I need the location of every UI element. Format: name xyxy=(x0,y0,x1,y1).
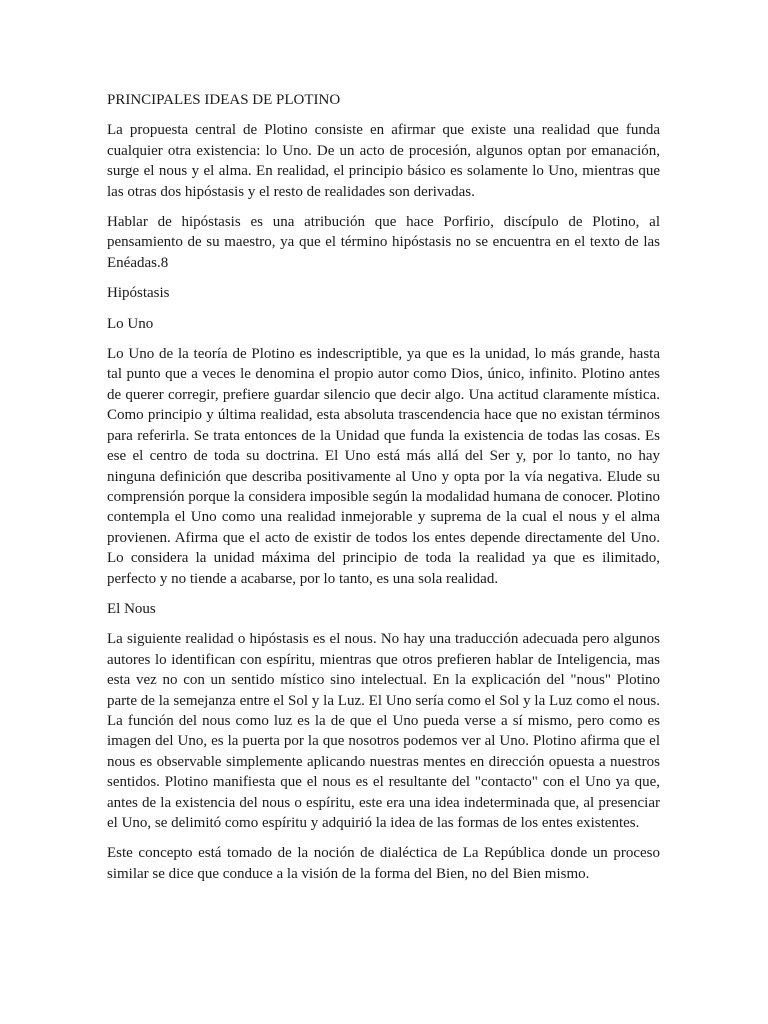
intro-paragraph: Hablar de hipóstasis es una atribución que hace Porfirio, discípulo de Plotino, al pensamiento de su maestro, ya que el término hipóstasis no se encuentra en el texto de las Enéadas.8 xyxy=(107,214,660,271)
section-heading-lo-uno: Lo Uno xyxy=(107,315,154,332)
intro-paragraph: La propuesta central de Plotino consiste en afirmar que existe una realidad que funda cualquier otra existencia: lo Uno. De un acto de procesión, algunos optan por emanación, surge el nous y el alma. En realidad, el principio básico es solamente lo Uno, mientras que las otras dos hipóstasis y el resto de realidades son derivadas. xyxy=(107,122,660,200)
section-heading-el-nous: El Nous xyxy=(107,600,156,617)
document-title: PRINCIPALES IDEAS DE PLOTINO xyxy=(107,92,341,108)
section-heading-hipostasis: Hipóstasis xyxy=(107,285,170,302)
el-nous-paragraph: La siguiente realidad o hipóstasis es el nous. No hay una traducción adecuada pero algunos autores lo identifican con espíritu, mientras que otros prefieren hablar de Inteligencia, mas esta vez no con un sentido místico sino intelectual. En la explicación del "nous" Plotino parte de la semejanza entre el Sol y la Luz. El Uno sería como el Sol y la Luz como el nous. La función del nous como luz es la de que el Uno pueda verse a sí mismo, pero como es imagen del Uno, es la puerta por la que nosotros podemos ver al Uno. Plotino afirma que el nous es observable simplemente aplicando nuestras mentes en dirección opuesta a nuestros sentidos. Plotino manifiesta que el nous es el resultante del "contacto" con el Uno ya que, antes de la existencia del nous o espíritu, este era una idea indeterminada que, al presenciar el Uno, se delimitó como espíritu y adquirió la idea de las formas de los entes existentes. xyxy=(107,631,660,831)
el-nous-paragraph: Este concepto está tomado de la noción de dialéctica de La República donde un proceso similar se dice que conduce a la visión de la forma del Bien, no del Bien mismo. xyxy=(107,845,660,882)
document-body xyxy=(107,90,660,894)
lo-uno-paragraph: Lo Uno de la teoría de Plotino es indescriptible, ya que es la unidad, lo más grande, hasta tal punto que a veces le denomina el propio autor como Dios, único, infinito. Plotino antes de querer corregir, prefiere guardar silencio que decir algo. Una actitud claramente mística. Como principio y última realidad, esta absoluta trascendencia hace que no existan términos para referirla. Se trata entonces de la Unidad que funda la existencia de todas las cosas. Es ese el centro de toda su doctrina. El Uno está más allá del Ser y, por lo tanto, no hay ninguna definición que describa positivamente al Uno y opta por la vía negativa. Elude su comprensión porque la considera imposible según la modalidad humana de conocer. Plotino contempla el Uno como una realidad inmejorable y suprema de la cual el nous y el alma provienen. Afirma que el acto de existir de todos los entes depende directamente del Uno. Lo considera la unidad máxima del principio de toda la realidad ya que es ilimitado, perfecto y no tiende a acabarse, por lo tanto, es una sola realidad. xyxy=(107,346,660,587)
